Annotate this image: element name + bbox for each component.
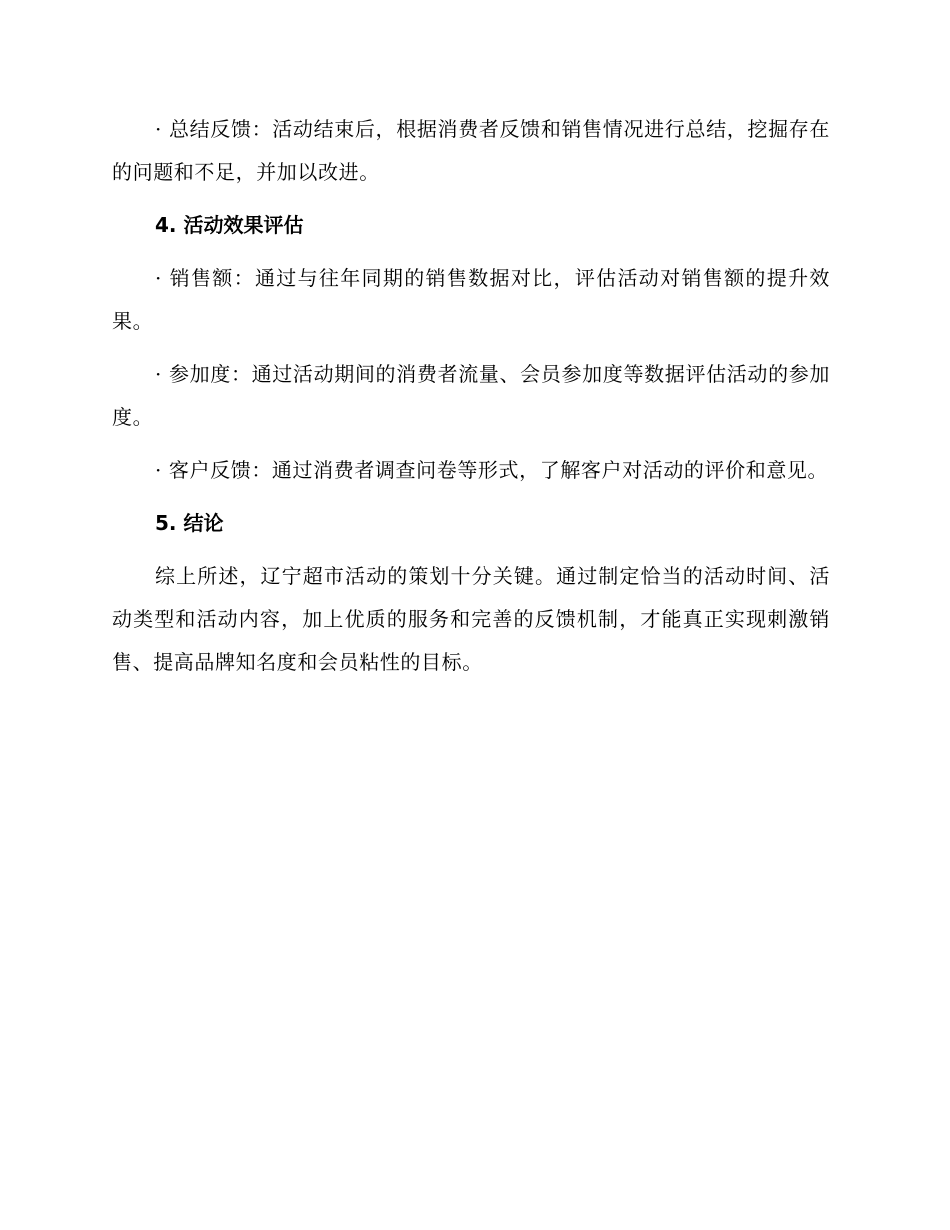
bullet-sales-amount: · 销售额：通过与往年同期的销售数据对比，评估活动对销售额的提升效果。 xyxy=(112,266,830,333)
bullet-participation: · 参加度：通过活动期间的消费者流量、会员参加度等数据评估活动的参加度。 xyxy=(112,362,830,429)
section-heading-effect-evaluation: 4. 活动效果评估 xyxy=(155,213,304,237)
conclusion-paragraph: 综上所述，辽宁超市活动的策划十分关键。通过制定恰当的活动时间、活动类型和活动内容，加上优质的服务和完善的反馈机制，才能真正实现刺激销售、提高品牌知名度和会员粘性的目标。 xyxy=(112,564,830,674)
bullet-customer-feedback: · 客户反馈：通过消费者调查问卷等形式，了解客户对活动的评价和意见。 xyxy=(155,458,829,482)
bullet-summary-feedback: · 总结反馈：活动结束后，根据消费者反馈和销售情况进行总结，挖掘存在的问题和不足，并加以改进。 xyxy=(112,117,830,184)
section-heading-conclusion: 5. 结论 xyxy=(155,511,224,535)
document-body xyxy=(112,108,830,694)
